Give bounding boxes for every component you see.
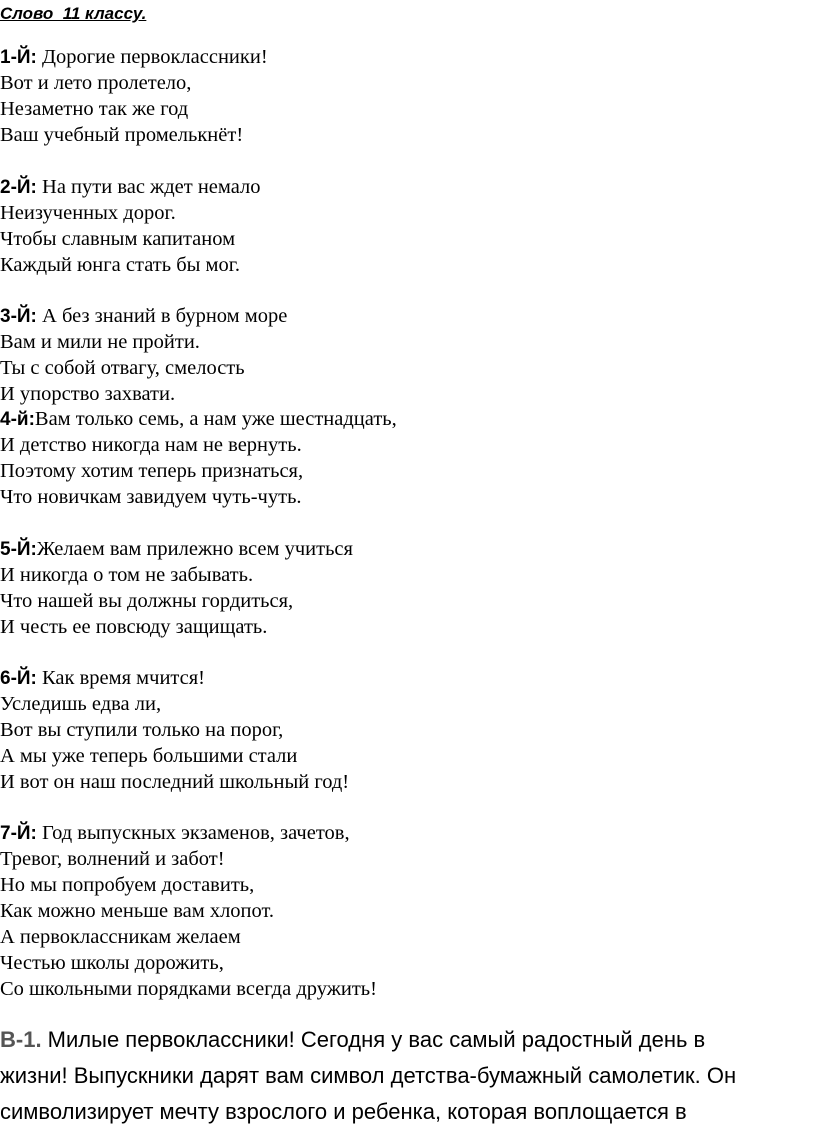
stanza-line (0, 44, 268, 70)
verse-line: Тревог, волнений и забот! (0, 848, 225, 870)
stanza-7 (0, 820, 377, 1002)
verse-line: А мы уже теперь большими стали (0, 745, 298, 767)
stanza-line (0, 406, 397, 432)
speaker-label: 4-й: (0, 409, 35, 430)
speaker-label: 6-Й: (0, 668, 37, 689)
verse-line: И детство никогда нам не вернуть. (0, 434, 302, 456)
verse-line: Вам и мили не пройти. (0, 331, 200, 353)
stanza-line (0, 303, 287, 329)
verse-line: И честь ее повсюду защищать. (0, 616, 268, 638)
verse-line: Как можно меньше вам хлопот. (0, 900, 275, 922)
stanza-line (0, 174, 261, 200)
verse-text: На пути вас ждет немало (36, 176, 261, 198)
verse-line: И вот он наш последний школьный год! (0, 771, 350, 793)
stanza-1 (0, 44, 268, 148)
verse-text: Год выпускных экзаменов, зачетов, (36, 822, 350, 844)
stanza-line (0, 665, 349, 691)
verse-line: Каждый юнга стать бы мог. (0, 254, 240, 276)
stanza-2 (0, 174, 261, 278)
stanza-line (0, 820, 377, 846)
verse-text: Желаем вам прилежно всем учиться (36, 538, 353, 560)
verse-line: Ты с собой отвагу, смелость (0, 357, 245, 379)
prose-speaker-label: В-1. (0, 1027, 42, 1052)
verse-line: Честью школы дорожить, (0, 952, 224, 974)
verse-line: И упорство захвати. (0, 383, 176, 405)
verse-text: А без знаний в бурном море (36, 305, 288, 327)
verse-line: Вот и лето пролетело, (0, 72, 192, 94)
stanza-3 (0, 303, 287, 407)
verse-line: Поэтому хотим теперь признаться, (0, 460, 304, 482)
stanza-4 (0, 406, 397, 510)
verse-text: Вам только семь, а нам уже шестнадцать, (34, 408, 397, 430)
verse-line: И никогда о том не забывать. (0, 564, 254, 586)
verse-line: Чтобы славным капитаном (0, 228, 236, 250)
prose-line: символизирует мечту взрослого и ребенка, которая воплощается в (0, 1099, 687, 1124)
verse-line: Незаметно так же год (0, 98, 189, 120)
prose-text: Милые первоклассники! Сегодня у вас самый радостный день в (41, 1027, 706, 1052)
verse-line: А первоклассникам желаем (0, 926, 241, 948)
verse-line: Но мы попробуем доставить, (0, 874, 255, 896)
verse-line: Что нашей вы должны гордиться, (0, 590, 294, 612)
verse-line: Уследишь едва ли, (0, 693, 162, 715)
prose-paragraph (0, 1022, 816, 1130)
stanza-6 (0, 665, 349, 795)
speaker-label: 7-Й: (0, 823, 37, 844)
document-title: Слово 11 классу. (0, 4, 147, 23)
stanza-line (0, 536, 353, 562)
stanza-5 (0, 536, 353, 640)
speaker-label: 3-Й: (0, 306, 37, 327)
verse-line: Неизученных дорог. (0, 202, 176, 224)
prose-line: жизни! Выпускники дарят вам символ детства-бумажный самолетик. Он (0, 1063, 737, 1088)
verse-line: Со школьными порядками всегда дружить! (0, 978, 377, 1000)
verse-text: Дорогие первоклассники! (36, 46, 268, 68)
speaker-label: 2-Й: (0, 177, 37, 198)
prose-line (0, 1022, 816, 1058)
verse-line: Что новичкам завидуем чуть-чуть. (0, 486, 302, 508)
verse-text: Как время мчится! (36, 667, 205, 689)
verse-line: Вот вы ступили только на порог, (0, 719, 284, 741)
verse-line: Ваш учебный промелькнёт! (0, 124, 244, 146)
speaker-label: 1-Й: (0, 47, 37, 68)
speaker-label: 5-Й: (0, 539, 37, 560)
